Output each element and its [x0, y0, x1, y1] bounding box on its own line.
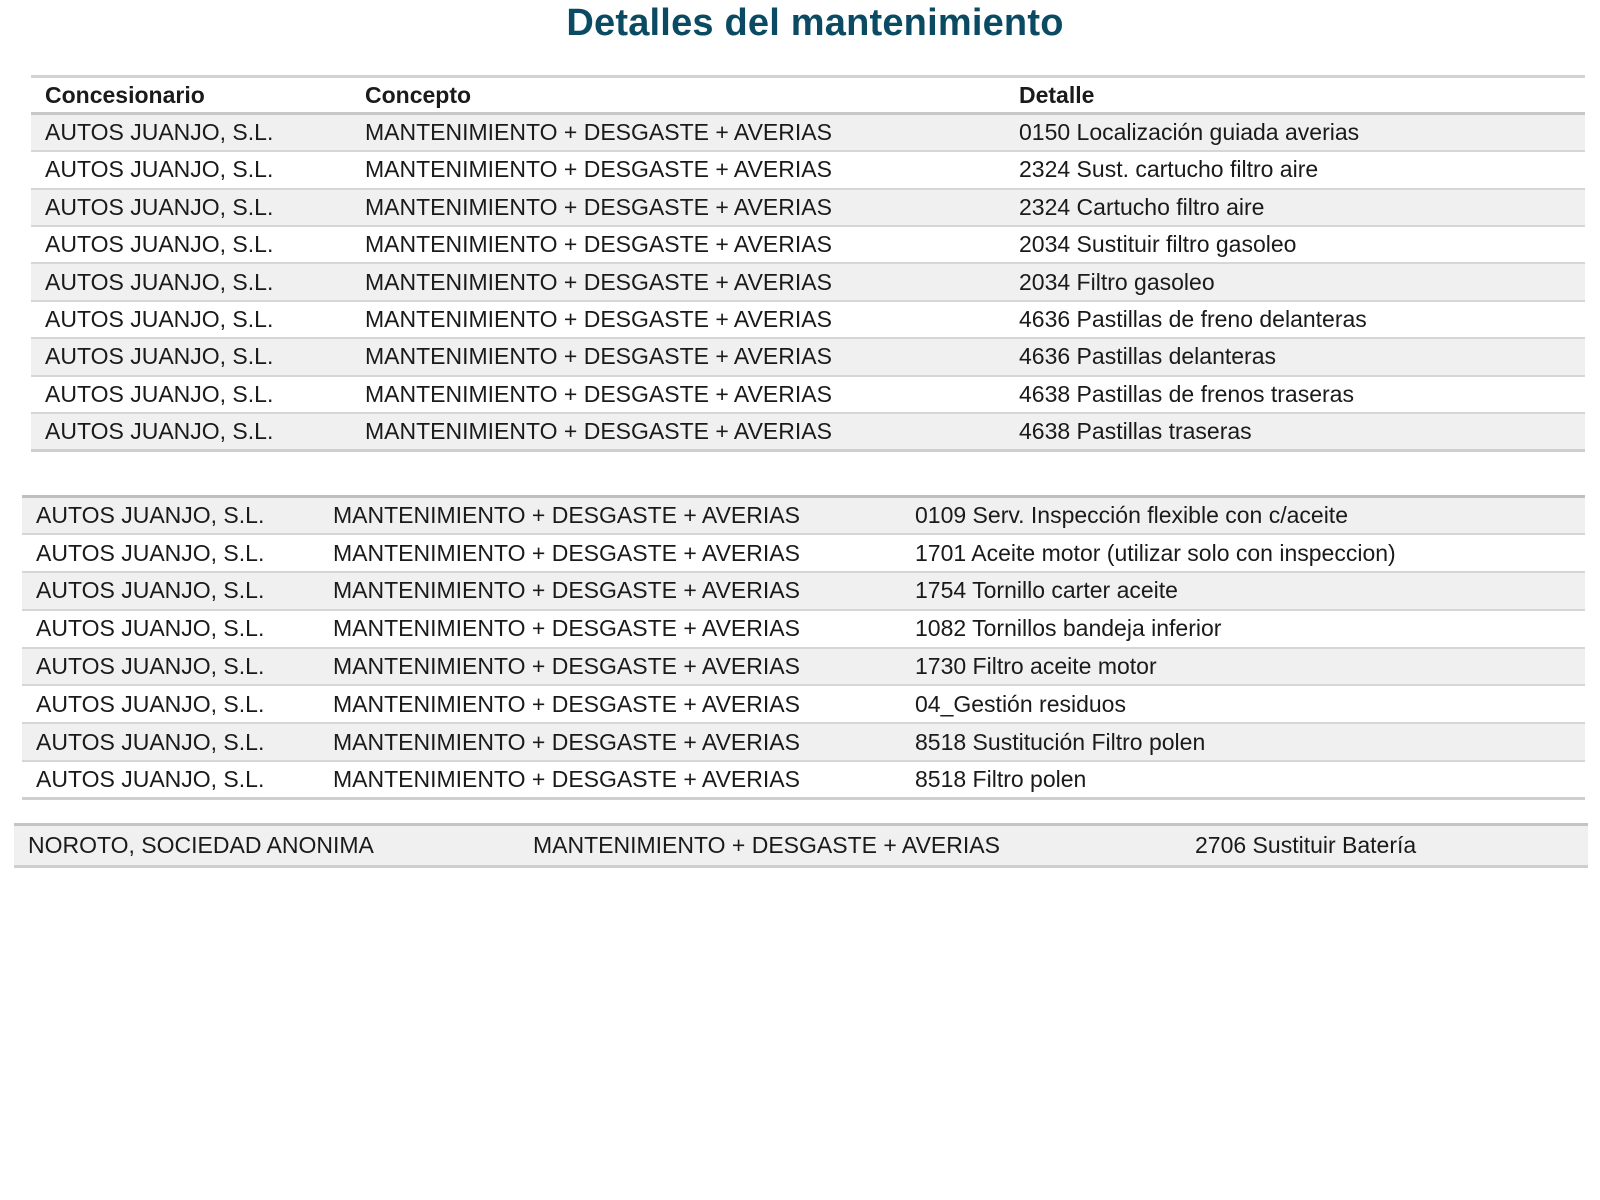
cell-concepto: MANTENIMIENTO + DESGASTE + AVERIAS [319, 497, 901, 535]
cell-concepto: MANTENIMIENTO + DESGASTE + AVERIAS [519, 825, 1181, 867]
cell-concepto: MANTENIMIENTO + DESGASTE + AVERIAS [319, 685, 901, 723]
cell-detalle: 4636 Pastillas delanteras [1005, 338, 1585, 375]
cell-concesionario: AUTOS JUANJO, S.L. [31, 263, 351, 300]
header-concesionario: Concesionario [31, 77, 351, 114]
cell-detalle: 8518 Sustitución Filtro polen [901, 723, 1585, 761]
cell-concesionario: AUTOS JUANJO, S.L. [31, 189, 351, 226]
table-row [31, 263, 1585, 300]
maintenance-table-3 [14, 823, 1588, 868]
maintenance-table-1 [31, 75, 1585, 452]
cell-detalle: 1082 Tornillos bandeja inferior [901, 610, 1585, 648]
table-row [22, 685, 1585, 723]
cell-detalle: 1701 Aceite motor (utilizar solo con inspeccion) [901, 534, 1585, 572]
cell-concepto: MANTENIMIENTO + DESGASTE + AVERIAS [351, 376, 1005, 413]
table-row [31, 226, 1585, 263]
cell-concesionario: AUTOS JUANJO, S.L. [22, 761, 319, 799]
cell-detalle: 0150 Localización guiada averias [1005, 114, 1585, 151]
maintenance-table-2 [22, 495, 1585, 800]
table-row [31, 151, 1585, 188]
header-concepto: Concepto [351, 77, 1005, 114]
table-row [22, 723, 1585, 761]
cell-concesionario: AUTOS JUANJO, S.L. [31, 114, 351, 151]
cell-concesionario: AUTOS JUANJO, S.L. [22, 685, 319, 723]
cell-concesionario: AUTOS JUANJO, S.L. [31, 338, 351, 375]
cell-concesionario: AUTOS JUANJO, S.L. [22, 723, 319, 761]
cell-concepto: MANTENIMIENTO + DESGASTE + AVERIAS [319, 610, 901, 648]
cell-concesionario: AUTOS JUANJO, S.L. [31, 301, 351, 338]
table-row [14, 825, 1588, 867]
cell-concepto: MANTENIMIENTO + DESGASTE + AVERIAS [351, 114, 1005, 151]
table-row [22, 648, 1585, 686]
cell-concepto: MANTENIMIENTO + DESGASTE + AVERIAS [319, 572, 901, 610]
cell-detalle: 1730 Filtro aceite motor [901, 648, 1585, 686]
table-row [31, 114, 1585, 151]
header-detalle: Detalle [1005, 77, 1585, 114]
cell-detalle: 4638 Pastillas de frenos traseras [1005, 376, 1585, 413]
cell-concesionario: AUTOS JUANJO, S.L. [31, 376, 351, 413]
cell-concesionario: AUTOS JUANJO, S.L. [22, 534, 319, 572]
cell-detalle: 1754 Tornillo carter aceite [901, 572, 1585, 610]
cell-concesionario: NOROTO, SOCIEDAD ANONIMA [14, 825, 519, 867]
cell-concepto: MANTENIMIENTO + DESGASTE + AVERIAS [351, 151, 1005, 188]
table-row [22, 761, 1585, 799]
cell-detalle: 4638 Pastillas traseras [1005, 413, 1585, 450]
cell-detalle: 0109 Serv. Inspección flexible con c/aceite [901, 497, 1585, 535]
table-row [31, 413, 1585, 450]
cell-concepto: MANTENIMIENTO + DESGASTE + AVERIAS [351, 301, 1005, 338]
cell-concepto: MANTENIMIENTO + DESGASTE + AVERIAS [319, 761, 901, 799]
cell-detalle: 2034 Filtro gasoleo [1005, 263, 1585, 300]
table-row [31, 376, 1585, 413]
table-row [22, 572, 1585, 610]
table-row [22, 534, 1585, 572]
cell-concepto: MANTENIMIENTO + DESGASTE + AVERIAS [351, 263, 1005, 300]
cell-concesionario: AUTOS JUANJO, S.L. [22, 648, 319, 686]
cell-detalle: 04_Gestión residuos [901, 685, 1585, 723]
table-row [31, 189, 1585, 226]
cell-concesionario: AUTOS JUANJO, S.L. [31, 413, 351, 450]
table-row [22, 610, 1585, 648]
cell-concepto: MANTENIMIENTO + DESGASTE + AVERIAS [319, 723, 901, 761]
page-title: Detalles del mantenimiento [566, 2, 1064, 44]
cell-concepto: MANTENIMIENTO + DESGASTE + AVERIAS [319, 534, 901, 572]
table-row [22, 497, 1585, 535]
table-row [31, 338, 1585, 375]
cell-concesionario: AUTOS JUANJO, S.L. [22, 610, 319, 648]
cell-concesionario: AUTOS JUANJO, S.L. [31, 226, 351, 263]
cell-detalle: 2324 Sust. cartucho filtro aire [1005, 151, 1585, 188]
cell-detalle: 8518 Filtro polen [901, 761, 1585, 799]
cell-concepto: MANTENIMIENTO + DESGASTE + AVERIAS [351, 226, 1005, 263]
cell-detalle: 4636 Pastillas de freno delanteras [1005, 301, 1585, 338]
cell-detalle: 2324 Cartucho filtro aire [1005, 189, 1585, 226]
cell-concepto: MANTENIMIENTO + DESGASTE + AVERIAS [351, 189, 1005, 226]
cell-concesionario: AUTOS JUANJO, S.L. [31, 151, 351, 188]
cell-concepto: MANTENIMIENTO + DESGASTE + AVERIAS [351, 338, 1005, 375]
cell-detalle: 2034 Sustituir filtro gasoleo [1005, 226, 1585, 263]
cell-concepto: MANTENIMIENTO + DESGASTE + AVERIAS [351, 413, 1005, 450]
cell-detalle: 2706 Sustituir Batería [1181, 825, 1588, 867]
cell-concesionario: AUTOS JUANJO, S.L. [22, 572, 319, 610]
cell-concepto: MANTENIMIENTO + DESGASTE + AVERIAS [319, 648, 901, 686]
cell-concesionario: AUTOS JUANJO, S.L. [22, 497, 319, 535]
table-row [31, 301, 1585, 338]
table-header-row [31, 77, 1585, 114]
